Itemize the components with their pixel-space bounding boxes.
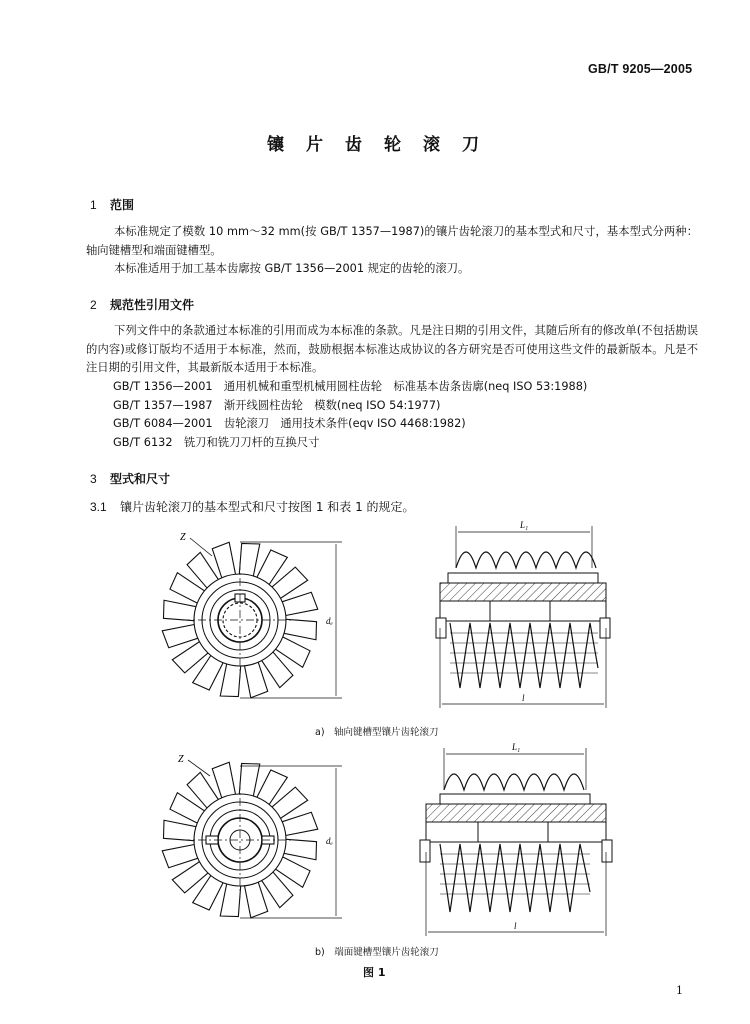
page-title: 镶片齿轮滚刀 (267, 135, 501, 155)
section-3-heading (90, 470, 170, 487)
reference-item: GB/T 1356—2001 通用机械和重型机械用圆柱齿轮 标准基本齿条齿廓(neq ISO 53:1988) (113, 380, 588, 393)
subsection-text: 镶片齿轮滚刀的基本型式和尺寸按图 1 和表 1 的规定。 (120, 500, 415, 514)
section-number: 1 (90, 198, 97, 212)
label-l: l (514, 921, 517, 931)
section-title: 型式和尺寸 (110, 472, 171, 486)
cutter-tooth (282, 617, 318, 640)
page-number: 1 (676, 984, 683, 997)
section-1-heading (90, 196, 134, 213)
cutter-tooth (220, 882, 243, 918)
section-2-heading (90, 296, 194, 313)
cutter-tooth (237, 542, 260, 578)
paragraph: 本标准适用于加工基本齿廓按 GB/T 1356—2001 规定的齿轮的滚刀。 (114, 262, 470, 275)
reference-item: GB/T 6084—2001 齿轮滚刀 通用技术条件(eqv ISO 4468:1982) (113, 417, 466, 430)
section-number: 2 (90, 298, 97, 312)
standard-number: GB/T 9205—2005 (588, 62, 693, 76)
section-number: 3 (90, 472, 97, 486)
label-l: l (522, 693, 525, 703)
label-z: Z (178, 754, 184, 765)
subsection-number: 3.1 (90, 500, 107, 514)
reference-list (113, 378, 587, 452)
cutter-tooth (282, 837, 318, 860)
section-2-body (86, 322, 698, 378)
figure-a-side-view (430, 518, 620, 713)
figure-caption-b: b) 端面键槽型镶片齿轮滚刀 (315, 947, 439, 958)
figure-a-front-view (150, 528, 360, 708)
cutter-tooth (220, 662, 243, 698)
label-diameter: dₑ (326, 836, 333, 846)
label-z: Z (180, 532, 186, 543)
cutter-tooth (162, 820, 198, 843)
section-title: 范围 (110, 198, 135, 212)
label-diameter: dₑ (326, 616, 333, 626)
cutter-tooth (162, 600, 198, 623)
section-title: 规范性引用文件 (110, 298, 195, 312)
reference-item: GB/T 6132 铣刀和铣刀刀杆的互换尺寸 (113, 435, 320, 449)
label-l1: L₁ (512, 742, 521, 752)
cutter-tooth (237, 762, 260, 798)
figure-b-side-view (418, 742, 618, 942)
reference-item: GB/T 1357—1987 渐开线圆柱齿轮 模数(neq ISO 54:1977) (113, 398, 441, 412)
figure-b-front-view (150, 752, 360, 932)
paragraph: 下列文件中的条款通过本标准的引用而成为本标准的条款。凡是注日期的引用文件，其随后所有的修改单(不包括勘误的内容)或修订版均不适用于本标准，然而，鼓励根据本标准达成协议的各方研究是否可使用这些文件的最新版本。凡是不注日期的引用文件，其最新版本适用于本标准。 (86, 324, 698, 374)
label-l1: L₁ (520, 520, 529, 530)
figure-title: 图 1 (363, 966, 386, 979)
section-1-body (86, 223, 698, 279)
subsection-3-1 (90, 498, 415, 515)
paragraph: 本标准规定了模数 10 mm～32 mm(按 GB/T 1357—1987)的镶片齿轮滚刀的基本型式和尺寸，基本型式分两种：轴向键槽型和端面键槽型。 (86, 225, 698, 257)
figure-caption-a: a) 轴向键槽型镶片齿轮滚刀 (315, 727, 439, 738)
